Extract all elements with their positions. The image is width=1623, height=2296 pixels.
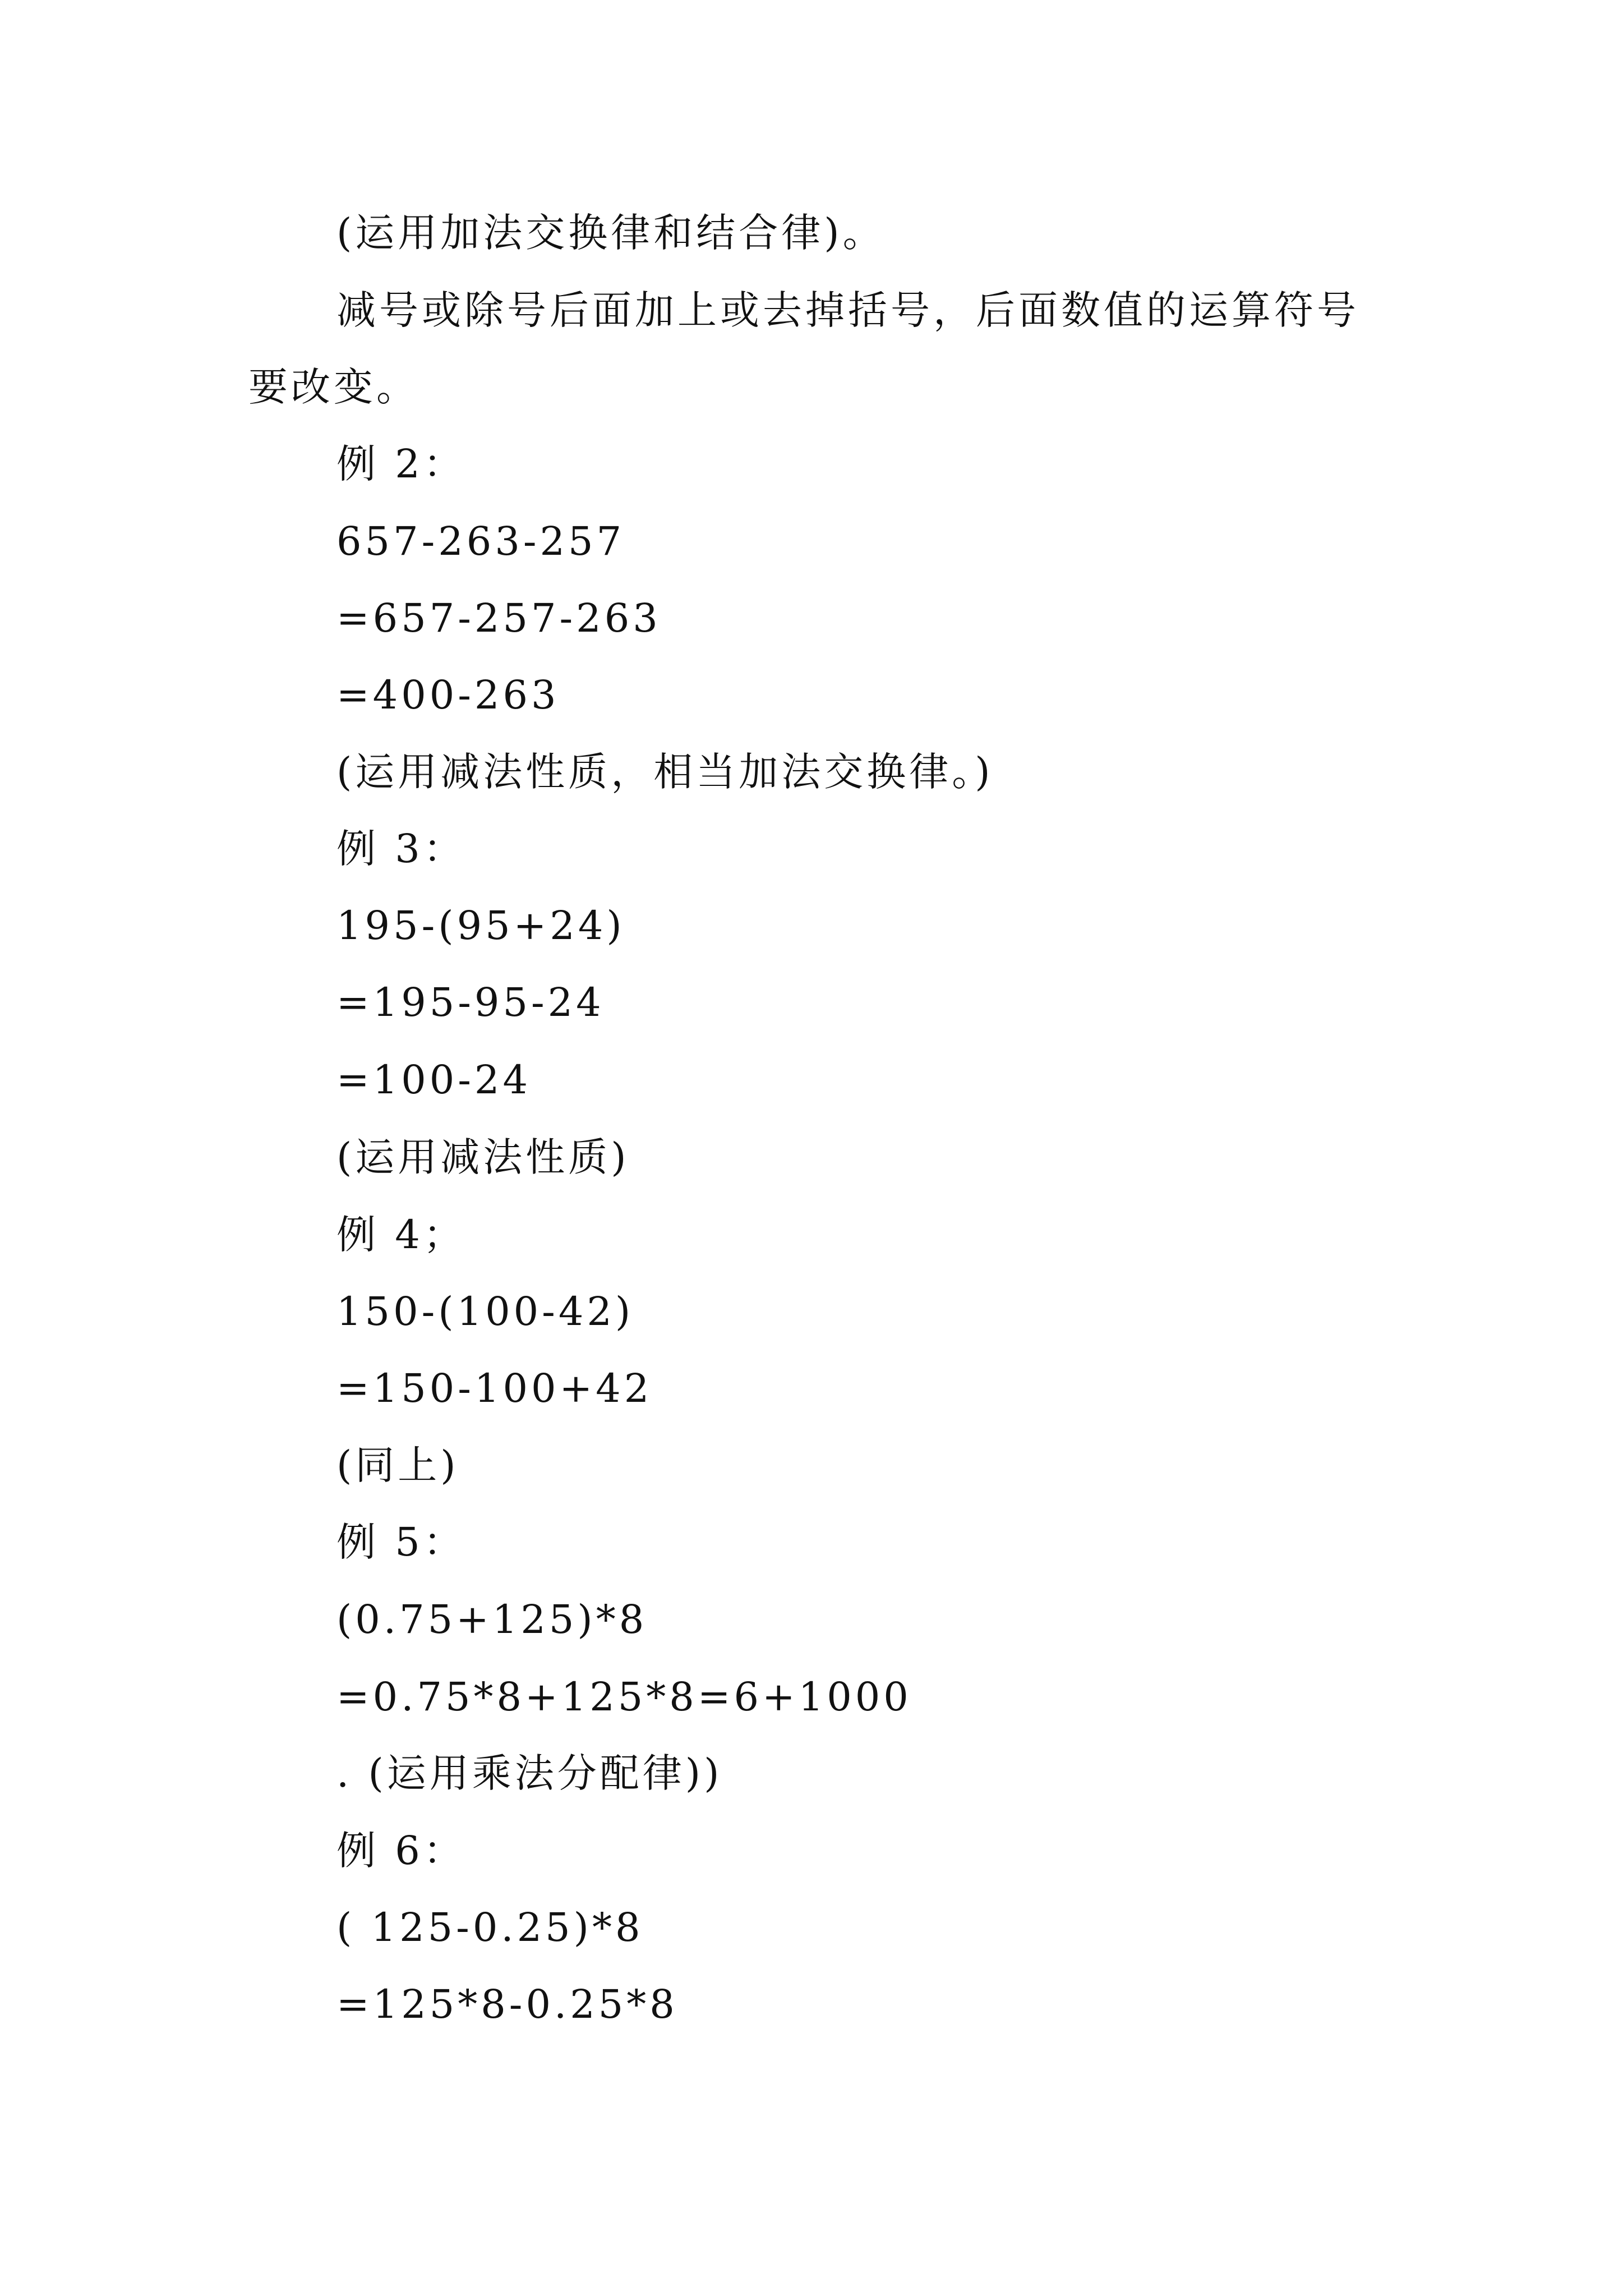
equation-line: =400-263 <box>336 672 560 718</box>
text-line-3: 要改变。 <box>248 364 419 410</box>
text-line-1: (运用加法交换律和结合律)。 <box>336 210 886 256</box>
equation-line: =100-24 <box>336 1057 531 1103</box>
equation-line: =0.75*8+125*8=6+1000 <box>336 1674 912 1720</box>
example-2-heading: 例 2： <box>336 441 466 487</box>
example-6-heading: 例 6： <box>336 1828 466 1874</box>
equation-line: ( 125-0.25)*8 <box>336 1904 644 1950</box>
example-5-heading: 例 5： <box>336 1519 466 1565</box>
text-line-2: 减号或除号后面加上或去掉括号，后面数值的运算符号 <box>336 287 1359 333</box>
equation-line: =657-257-263 <box>336 595 661 641</box>
example-4-heading: 例 4； <box>336 1212 466 1258</box>
equation-line: 195-(95+24) <box>336 903 625 949</box>
example-3-heading: 例 3： <box>336 826 466 872</box>
equation-line: 657-263-257 <box>336 518 625 564</box>
equation-line: 150-(100-42) <box>336 1289 634 1335</box>
note-line: (运用减法性质，相当加法交换律。) <box>336 749 994 795</box>
note-line: . (运用乘法分配律)) <box>336 1750 723 1796</box>
equation-line: =195-95-24 <box>336 979 605 1025</box>
note-line: (运用减法性质) <box>336 1134 630 1180</box>
note-line: (同上) <box>336 1442 459 1488</box>
equation-line: =125*8-0.25*8 <box>336 1981 678 2027</box>
equation-line: (0.75+125)*8 <box>336 1596 648 1642</box>
equation-line: =150-100+42 <box>336 1365 653 1411</box>
